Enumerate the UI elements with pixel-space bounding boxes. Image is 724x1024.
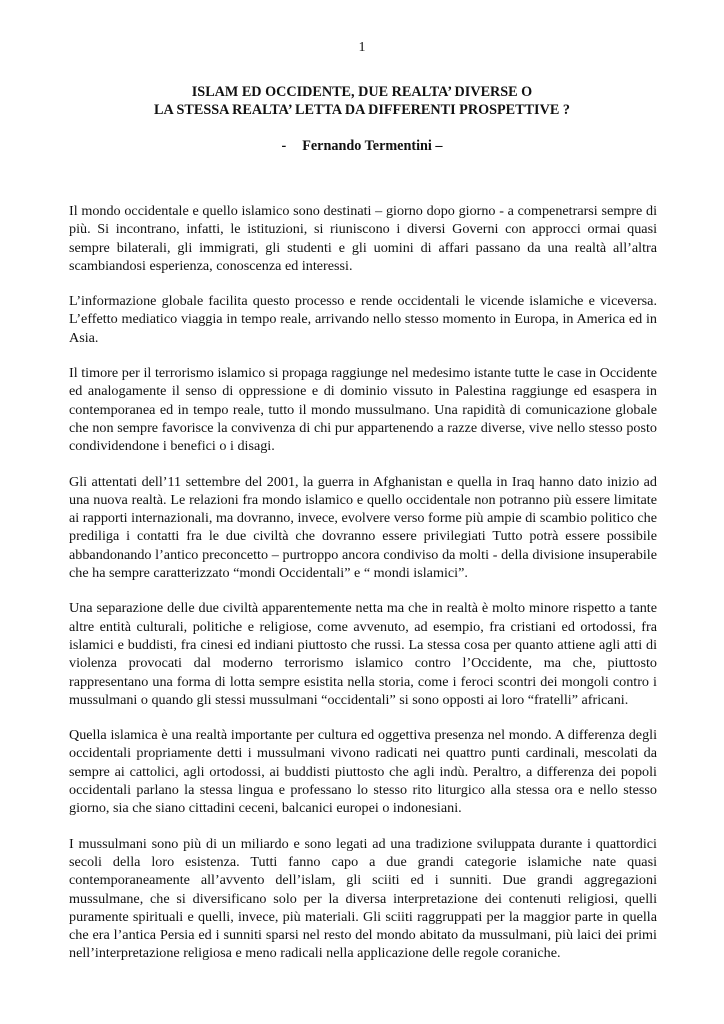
author-dash: - bbox=[281, 138, 287, 154]
paragraph: I mussulmani sono più di un miliardo e sono legati ad una tradizione sviluppata durante i quattordici secoli della loro esistenza. Tutti fanno capo a due grandi categorie islamiche nate quasi contemporaneamente all’avvento dell’islam, gli sciiti ed i sunniti. Due grandi aggregazioni mussulmane, che si diversificano solo per la diversa interpretazione dei contenuti religiosi, quelli puramente spirituali e quelli, invece, più materiali. Gli sciiti raggruppati per la maggior parte in quella che era l’antica Persia ed i sunniti sparsi nel resto del mondo abitato da mussulmani, più laici dei primi nell’interpretazione religiosa e meno radicali nella applicazione delle regole coraniche. bbox=[69, 835, 657, 962]
paragraph: L’informazione globale facilita questo processo e rende occidentali le vicende islamiche e viceversa. L’effetto mediatico viaggia in tempo reale, arrivando nello stesso momento in Europa, in America ed in Asia. bbox=[69, 293, 657, 346]
page-number: 1 bbox=[358, 40, 366, 55]
paragraph: Una separazione delle due civiltà apparentemente netta ma che in realtà è molto minore rispetto a tante altre entità culturali, politiche e religiose, come avvenuto, ad esempio, fra cristiani ed ortodossi, fra islamici e buddisti, fra cinesi ed indiani piuttosto che russi. La stessa cosa per quanto attiene agli atti di violenza provocati dal moderno terrorismo islamico contro l’Occidente, ma che, piuttosto rappresentano una forma di lotta sempre esistita nella storia, come i feroci scontri dei mongoli contro i mussulmani o quando gli stessi mussulmani “occidentali” si sono opposti ai loro “fratelli” africani. bbox=[69, 600, 657, 708]
paragraph: Il mondo occidentale e quello islamico sono destinati – giorno dopo giorno - a compenetrarsi sempre di più. Si incontrano, infatti, le istituzioni, si riuniscono i diversi Governi con approcci ormai quasi sempre bilaterali, gli immigrati, gli studenti e gli uomini di affari passano da una realtà all’altra scambiandosi esperienza, conoscenza ed interessi. bbox=[69, 203, 657, 274]
title-line-1: ISLAM ED OCCIDENTE, DUE REALTA’ DIVERSE O bbox=[191, 84, 533, 100]
paragraph: Gli attentati dell’11 settembre del 2001, la guerra in Afghanistan e quella in Iraq hanno dato inizio ad una nuova realtà. Le relazioni fra mondo islamico e quello occidentale non potranno più essere limitate ai rapporti internazionali, ma dovranno, invece, evolvere verso forme più ampie di scambio politico che prediliga i contatti fra le due civiltà che dovranno essere privilegiati Tutto potrà essere possibile abbandonando l’antico preconcetto – purtroppo ancora condiviso da molti - della divisione insuperabile che ha sempre caratterizzato “mondi Occidentali” e “ mondi islamici”. bbox=[69, 473, 657, 582]
document-title bbox=[70, 84, 654, 119]
author-name: Fernando Termentini – bbox=[302, 138, 443, 154]
document-body bbox=[69, 202, 657, 980]
title-line-2: LA STESSA REALTA’ LETTA DA DIFFERENTI PROSPETTIVE ? bbox=[154, 101, 570, 118]
paragraph: Quella islamica è una realtà importante per cultura ed oggettiva presenza nel mondo. A differenza degli occidentali propriamente detti i mussulmani vivono radicati nei quattro punti cardinali, mescolati da sempre ai cattolici, agli ortodossi, ai buddisti piuttosto che agli indù. Peraltro, a differenza dei popoli occidentali parlano la stessa lingua e professano lo stesso rito liturgico alla stessa ora e nello stesso giorno, sia che siano cittadini ceceni, balcanici europei o indonesiani. bbox=[69, 727, 657, 817]
paragraph: Il timore per il terrorismo islamico si propaga raggiunge nel medesimo istante tutte le case in Occidente ed analogamente il senso di oppressione e di dominio vissuto in Palestina raggiunge ed esaspera in contemporanea ed in tempo reale, tutto il mondo mussulmano. Una rapidità di comunicazione globale che non sempre favorisce la convivenza di chi pur appartenendo a razze diverse, vive nello stesso posto condividendone i benefici o i disagi. bbox=[69, 365, 657, 455]
author-line bbox=[70, 138, 654, 155]
